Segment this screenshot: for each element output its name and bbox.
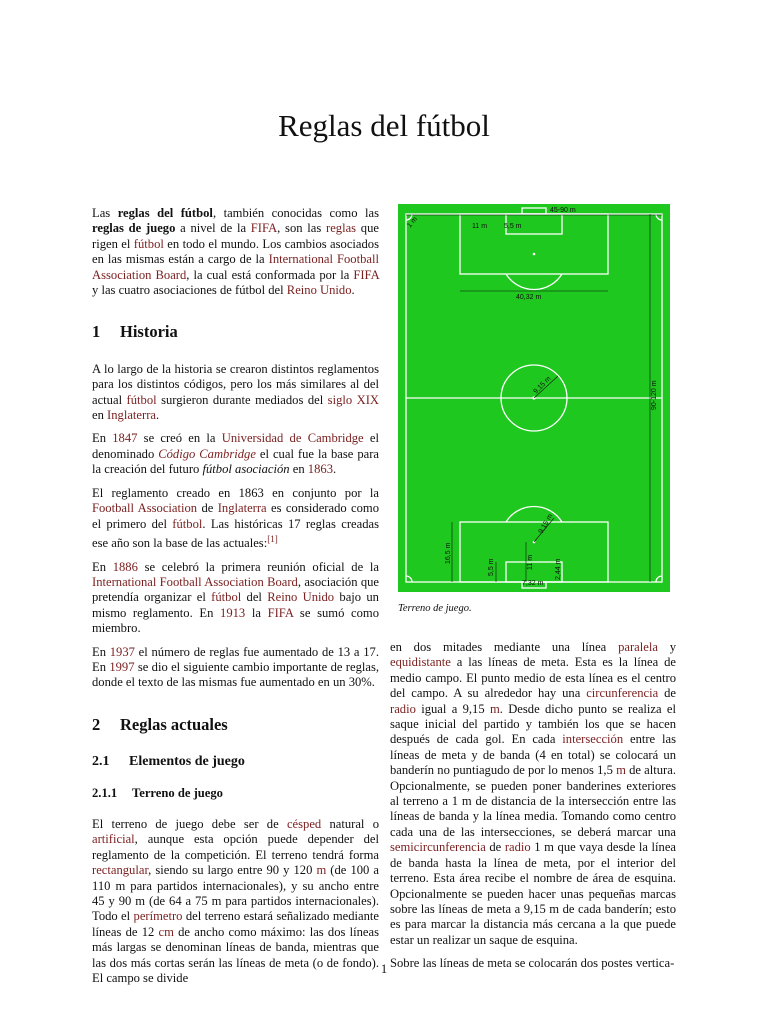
- text: bajo un mismo reglamento. En: [92, 590, 379, 620]
- text: En: [92, 431, 113, 446]
- reference-link[interactable]: [1]: [267, 533, 278, 544]
- text: y las cuatro asociaciones de fútbol del: [92, 283, 287, 298]
- section-heading-reglas-actuales: [92, 714, 379, 734]
- terreno-paragraph-continued: [390, 640, 676, 948]
- label-goal-height: 2,44 m: [555, 558, 562, 580]
- link-interseccion[interactable]: intersección: [562, 732, 624, 747]
- text: se dio el siguiente cambio importante de reglas, donde el texto de las mismas fue aumentado en un 30%.: [92, 659, 380, 690]
- text: en dos mitades mediante una línea: [390, 640, 619, 654]
- subsection-heading: [92, 754, 379, 769]
- link-radio[interactable]: radio: [504, 840, 531, 855]
- link-futbol[interactable]: fútbol: [172, 516, 203, 531]
- link-semicircunferencia[interactable]: semicircunferencia: [390, 840, 486, 855]
- label-area-width: 40,32 m: [516, 294, 542, 301]
- historia-paragraph: [92, 431, 379, 477]
- label-area-depth: 11 m: [472, 223, 488, 230]
- text: se celebró la primera reunión oficial de la: [137, 559, 379, 574]
- text: el número de reglas fue aumentado de 13 a 17. En: [92, 644, 379, 674]
- text: , la cual está conformada por la: [186, 267, 354, 282]
- text: En: [92, 559, 113, 574]
- text: En: [92, 644, 110, 659]
- link-metro[interactable]: m: [616, 763, 626, 778]
- subsubsection-title: Terreno de juego: [132, 785, 223, 800]
- link-universidad-cambridge[interactable]: Universidad de Cambridge: [221, 431, 364, 446]
- link-futbol[interactable]: fútbol: [133, 236, 164, 251]
- text: .: [156, 408, 160, 423]
- label-penalty: 11 m: [527, 554, 534, 570]
- text: de: [197, 501, 218, 516]
- label-goal-width: 7,32 m: [522, 580, 544, 587]
- text: 1 m que vaya desde la línea de banda hasta la línea de meta, por el interior del terreno. Esta área recibe el nombre de área de esquina. Opcionalmente se pueden hacer unas pequeñas marcas sobre las líneas de meta a 9,15 m de cada banderín; esto es para marcar la distancia más cercana a la que puede estar un realizar un saque de esquina.: [390, 840, 676, 947]
- bold-term: reglas de juego: [92, 221, 176, 236]
- label-goal-area: 5,5 m: [504, 223, 522, 230]
- left-column: [92, 206, 379, 994]
- text: igual a 9,15: [415, 701, 490, 716]
- text: la: [245, 605, 268, 620]
- text: en: [289, 462, 308, 477]
- text: surgieron durante mediados del: [156, 392, 328, 407]
- link-metro[interactable]: m: [489, 701, 500, 716]
- pitch-diagram: [398, 204, 670, 592]
- text: de ancho como máximo: las dos líneas más largas se denominan líneas de banda, mientras que las dos más cortas serán las líneas de meta (o de fondo). El campo se divide: [92, 924, 379, 986]
- text: A lo largo de la historia se crearon distintos reglamentos para los distintos códigos, pero los más similares al del actual: [92, 361, 379, 407]
- text: a nivel de la: [175, 221, 251, 236]
- text: se creó en la: [137, 431, 222, 446]
- label-area-side: 16,5 m: [445, 542, 452, 564]
- link-fifa[interactable]: FIFA: [267, 605, 294, 620]
- pitch-figure: [398, 204, 670, 592]
- label-corner: 1 m: [406, 215, 420, 230]
- text: que rigen el: [92, 221, 379, 251]
- historia-paragraph: [92, 486, 379, 552]
- link-artificial[interactable]: artificial: [92, 832, 135, 847]
- link-circunferencia[interactable]: circunferencia: [586, 686, 659, 701]
- text: , son las: [277, 221, 326, 236]
- text: .: [351, 283, 355, 298]
- link-inglaterra[interactable]: Inglaterra: [217, 501, 267, 516]
- label-center-radius: 9,15 m: [532, 375, 553, 396]
- text: en todo el mundo. Los cambios asociados en las mismas están a cargo de la: [92, 236, 380, 267]
- text: el denominado: [92, 431, 379, 461]
- text: , también conocidas como las: [212, 206, 379, 220]
- text: , asociación que pretendía organizar el: [92, 574, 379, 605]
- text: entre las líneas de meta y de banda (4 en total) se colocará un banderín no puntiagudo de por lo menos 1,5: [390, 732, 676, 778]
- link-fifa[interactable]: FIFA: [353, 267, 379, 282]
- text: (de 100 a 110 m para partidos internacionales), y su ancho entre 45 y 90 m (de 64 a 75 m para partidos internacionales). Todo el: [92, 863, 379, 924]
- text: El terreno de juego debe ser de: [92, 816, 287, 831]
- page-title: Reglas del fútbol: [278, 108, 490, 143]
- link-siglo-xix[interactable]: siglo XIX: [327, 392, 380, 407]
- link-radio[interactable]: radio: [390, 701, 416, 716]
- link-cesped[interactable]: césped: [286, 816, 322, 831]
- historia-paragraph: [92, 560, 379, 637]
- link-reglas[interactable]: reglas: [326, 221, 357, 236]
- text: natural o: [321, 816, 379, 831]
- link-equidistante[interactable]: equidistante: [390, 655, 451, 670]
- section-heading-historia: [92, 322, 379, 342]
- link-1863[interactable]: 1863: [307, 462, 333, 477]
- text: . Las históricas 17 reglas creadas ese año son la base de las actuales:: [92, 516, 379, 551]
- section-number: 2: [92, 714, 101, 734]
- link-1847[interactable]: 1847: [112, 431, 138, 446]
- link-metro[interactable]: m: [316, 863, 327, 878]
- link-ifab[interactable]: International Football Association Board: [92, 252, 379, 282]
- page-number: 1: [380, 962, 388, 976]
- subsection-title: Elementos de juego: [129, 754, 245, 770]
- link-reino-unido[interactable]: Reino Unido: [267, 590, 335, 605]
- link-1997[interactable]: 1997: [109, 659, 135, 674]
- section-title: Historia: [120, 322, 178, 342]
- text: es considerado como el primero del: [92, 501, 380, 531]
- text: el cual fue la base para la creación del futuro: [92, 446, 379, 477]
- link-perimetro[interactable]: perímetro: [133, 909, 183, 924]
- italic-term: fútbol asociación: [202, 462, 290, 477]
- label-width-top: 45-90 m: [550, 207, 576, 214]
- link-codigo-cambridge[interactable]: Código Cambridge: [158, 446, 256, 461]
- bold-term: reglas del fútbol: [117, 206, 213, 220]
- label-length: 90-120 m: [651, 380, 658, 410]
- link-rectangular[interactable]: rectangular: [92, 863, 149, 878]
- text: de: [485, 840, 505, 855]
- text: de altura. Opcionalmente, se pueden poner banderines exteriores al terreno a 1 m de distancia de la intersección entre las líneas de banda y la línea media. Tomando como centro cada una de las intersecciones, se deberá marcar una: [390, 763, 676, 839]
- subsubsection-heading: [92, 786, 379, 801]
- text: de: [658, 686, 676, 701]
- link-futbol[interactable]: fútbol: [211, 590, 242, 605]
- right-column: [390, 640, 676, 980]
- text: y: [657, 640, 676, 654]
- section-number: 1: [92, 322, 101, 342]
- text: Las: [92, 206, 118, 220]
- text: se sumó como miembro.: [92, 605, 379, 636]
- top-penalty-spot: [533, 253, 536, 256]
- text: , aunque esta opción puede depender del reglamento de la competición. El terreno tendrá forma: [92, 832, 379, 862]
- text: del: [241, 590, 268, 605]
- text: en: [92, 408, 108, 423]
- link-ifab[interactable]: International Football Association Board: [92, 574, 298, 589]
- text: .: [332, 462, 337, 477]
- text: . Desde dicho punto se realiza el saque inicial del partido y también los que se hacen después de cada gol. En cada: [390, 701, 676, 747]
- link-fifa[interactable]: FIFA: [250, 221, 278, 236]
- link-1886[interactable]: 1886: [112, 559, 138, 574]
- terreno-paragraph-next: Sobre las líneas de meta se colocarán dos postes vertica-: [390, 956, 675, 971]
- label-arc-radius: 9,15 m: [537, 512, 555, 535]
- label-ga-side: 5,5 m: [488, 558, 495, 576]
- intro-paragraph: [92, 206, 379, 298]
- subsection-number: 2.1: [92, 754, 110, 770]
- link-inglaterra[interactable]: Inglaterra: [107, 408, 156, 423]
- figure-caption: Terreno de juego.: [398, 603, 472, 614]
- section-title: Reglas actuales: [120, 714, 228, 734]
- text: del terreno estará señalizado mediante líneas de 12: [92, 909, 379, 939]
- historia-paragraph: [92, 362, 379, 424]
- subsubsection-number: 2.1.1: [92, 785, 118, 800]
- link-paralela[interactable]: paralela: [618, 640, 658, 654]
- text: a las líneas de meta. Esta es la línea de medio campo. El punto medio de esta línea es el centro del campo. A su alrededor hay una: [390, 655, 676, 701]
- link-futbol[interactable]: fútbol: [126, 392, 157, 407]
- link-1937[interactable]: 1937: [109, 644, 135, 659]
- link-centimetro[interactable]: cm: [158, 924, 174, 939]
- link-football-association[interactable]: Football Association: [92, 501, 198, 516]
- historia-paragraph: [92, 645, 379, 691]
- text: El reglamento creado en 1863 en conjunto por la: [92, 485, 379, 500]
- text: , siendo su largo entre 90 y 120: [148, 863, 317, 878]
- link-1913[interactable]: 1913: [220, 605, 246, 620]
- link-reino-unido[interactable]: Reino Unido: [286, 283, 352, 298]
